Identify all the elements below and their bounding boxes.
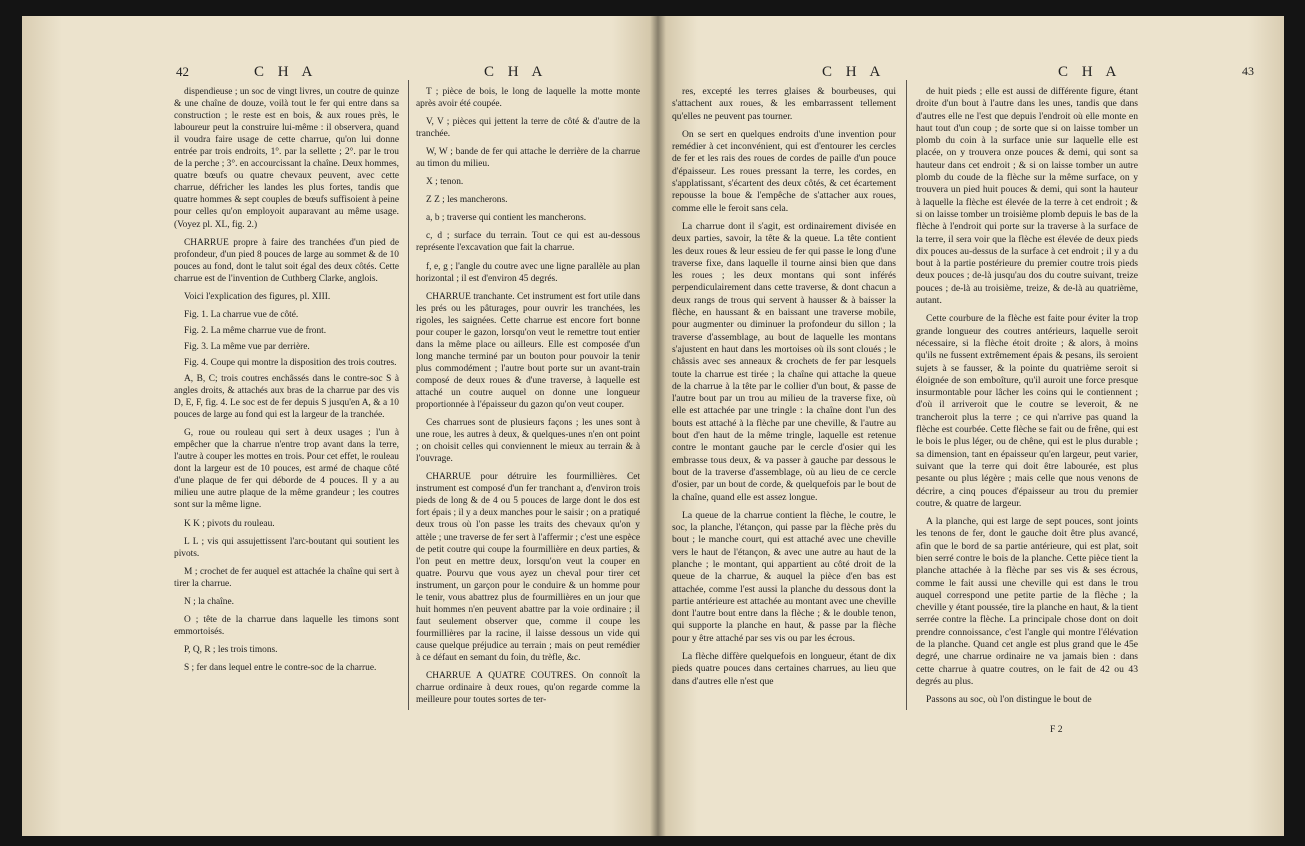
paragraph: Cette courbure de la flèche est faite pour éviter la trop grande longueur des coutres antérieurs, laquelle seroit nécessaire, si la flèche étoit droite ; & alors, à moins qu'ils ne fussent extrêmement épais & pesans, ils seroient sujets à se fausser, & la pointe du quatrième seroit si éloignée de son emboîture, qu'il auroit une force presque insurmontable pour lâcher les coins qui le contiennent ; d'où il arriveroit que le coutre se leveroit, & ne trancheroit plus la terre ; ce qui n'arrive pas quand la flèche est courbée. Cette flèche se fait ou de frêne, qui est le bois le plus léger, ou de chêne, qui est le plus durable ; sa dimension, tant en épaisseur qu'en largeur, peut varier, suivant que la terre qui doit être labourée, est plus pesante ou plus légère ; mais celle que nous venons de décrire, a cinq pouces d'épaisseur au trou du premier coutre, & quatre de largeur. <box>916 313 1138 509</box>
paragraph: On se sert en quelques endroits d'une invention pour remédier à cet inconvénient, qui est d'entourer les cercles de fer et les rais des roues de cordes de paille d'un pouce d'épaisseur. Les roues pressant la terre, les cordes, en s'applatissant, s'écartent des deux côtés, & cet écartement repousse la boue & l'empêche de s'attacher aux roues, comme elle le feroit sans cela. <box>672 128 896 214</box>
paragraph: CHARRUE tranchante. Cet instrument est fort utile dans les prés ou les pâturages, pour ouvrir les tranchées, les rigoles, les saignées. Cette charrue est encore fort bonne pour couper le gazon, lorsqu'on veut le remettre tout entier dans la même place ou ailleurs. Elle est composée d'un long manche terminé par un bouton pour pouvoir la tenir plus commodément ; l'autre bout porte sur un avant-train composé de deux roues & d'une traverse, à laquelle est attaché un coutre auquel on donne une longueur proportionnée à l'épaisseur du gazon qu'on veut couper. <box>416 291 640 411</box>
paragraph: La queue de la charrue contient la flèche, le coutre, le soc, la planche, l'étançon, qui passe par la flèche près du bout ; le manche court, qui est attaché avec une cheville vers le haut de l'étançon, & avec une autre au haut de la planche ; le montant, qui appartient au côté droit de la queue de la charrue, & auquel la pièce d'en bas est attachée, comme l'est aussi la planche du dessous dont la partie antérieure est attachée au montant avec une cheville dont l'autre bout entre dans la flèche ; & le double tenon, qui supporte la planche en haut, & passe par la flèche pour y être attaché par ses vis ou par les écrous. <box>672 509 896 644</box>
paragraph: V, V ; pièces qui jettent la terre de côté & d'autre de la tranchée. <box>416 117 640 140</box>
book-gutter <box>650 16 666 836</box>
left-page-number: 42 <box>176 64 189 79</box>
paragraph: N ; la chaîne. <box>184 596 234 607</box>
paragraph: res, excepté les terres glaises & bourbeuses, qui s'attachent aux roues, & les embarrassent tellement qu'elles ne peuvent pas tourner. <box>672 86 896 122</box>
signature-mark: F 2 <box>1050 724 1063 735</box>
paragraph: Ces charrues sont de plusieurs façons ; les unes sont à une roue, les autres à deux, & quelques-unes n'en ont point ; on choisit celles qui conviennent le mieux au terrain & à l'ouvrage. <box>416 418 640 465</box>
left-page-column-1 <box>174 86 399 680</box>
paragraph: a, b ; traverse qui contient les mancherons. <box>426 213 587 224</box>
right-page-column-2 <box>916 86 1138 713</box>
paragraph: CHARRUE A QUATRE COUTRES. On connoît la charrue ordinaire à deux roues, qu'on regarde comme la meilleure pour toutes sortes de ter- <box>416 671 640 706</box>
paragraph: La flèche diffère quelquefois en longueur, étant de dix pieds quatre pouces dans certaines charrues, au lieu que dans d'autres elle n'est que <box>672 651 896 687</box>
paragraph: dispendieuse ; un soc de vingt livres, un coutre de quinze & une chaîne de douze, voilà tout le fer qui entre dans sa construction ; le reste est en bois, & aux roues près, le laboureur peut la construire lui-même : il observera, quand il voudra faire usage de cette charrue, qu'on lui donne entrée par trois endroits, 1°. par la sellette ; 2°. par le trou de la perche ; 3°. en accourcissant la chaîne. Deux hommes, quatre bœufs ou quatre chevaux peuvent, avec cette charrue, défricher les landes les plus fortes, tandis que quatre hommes & sept couples de bœufs suffisoient à peine pour celles qu'on employoit auparavant au même usage. (Voyez pl. XL, fig. 2.) <box>174 87 399 230</box>
left-page-column-2 <box>416 86 640 712</box>
paragraph: S ; fer dans lequel entre le contre-soc de la charrue. <box>184 662 377 673</box>
left-running-head-1: C H A <box>254 64 318 80</box>
paragraph: A la planche, qui est large de sept pouces, sont joints les tenons de fer, dont le gauche doit être plus avancé, afin que le bord de sa partie antérieure, qui est plat, soit bien serré contre le bois de la planche. Cette pièce tient la planche attachée à la flèche par ses vis & ses écrous, comme le fait aussi une cheville qui est dans le trou auquel correspond une petite partie de la flèche ; la cheville y étant poussée, tire la planche en haut, & la tient serrée contre la flèche. La principale chose dont on doit prendre connoissance, c'est l'angle qui montre l'élévation de la planche. Quand cet angle est plus grand que le 45e degré, une charrue ordinaire ne va jamais bien : dans cette charrue à quatre coutres, on le fait de 42 ou 43 degrés au plus. <box>916 516 1138 687</box>
paragraph: M ; crochet de fer auquel est attachée la chaîne qui sert à tirer la charrue. <box>174 566 399 589</box>
right-page-number: 43 <box>1242 64 1254 78</box>
paragraph: Voici l'explication des figures, pl. XIII. <box>184 291 331 302</box>
paragraph: Z Z ; les mancherons. <box>426 195 508 206</box>
left-page <box>22 16 658 836</box>
paragraph: P, Q, R ; les trois timons. <box>184 644 278 655</box>
paragraph: CHARRUE propre à faire des tranchées d'un pied de profondeur, d'un pied 8 pouces de large au sommet & de 10 pouces au fond, dont le talut soit égal des deux côtés. Cette charrue est de l'invention de Cuthberg Clarke, anglois. <box>174 237 399 284</box>
paragraph: La charrue dont il s'agit, est ordinairement divisée en deux parties, savoir, la tête & la queue. La tête contient les deux roues & leur essieu de fer qui passe le long d'une traverse fixe, dans laquelle il tourne ainsi bien que dans les roues ; les deux montans qui sont inférés perpendiculairement dans cette traverse, & dont chacun a deux rangs de trous qui servent à hausser & à baisser la flèche, en haussant & en baissant une traverse mobile, pour augmenter ou diminuer la profondeur du sillon ; la traverse d'assemblage, au bout de laquelle les montans s'ajustent en haut dans les mortoises où ils sont cloués ; le châssis avec ses anneaux & crochets de fer par lesquels toute la charrue est tirée ; la chaîne qui attache la queue de la charrue à la tête par le collier d'un bout, & passe de l'autre bout par un trou au milieu de la traverse fixe, où elle est attachée par une tringle : la chaîne dont l'un des bouts est attaché à la flèche par une cheville, & l'autre au bout d'en haut de la même tringle, laquelle est retenue contre le montant gauche par le cercle d'osier qui les embrasse tous deux, & va passer à gauche par dessous le bout de la traverse d'assemblage, où au lieu de ce cercle d'osier, par un bout de corde, & quelquefois par le bout de la chaîne, quand elle est assez longue. <box>672 220 896 503</box>
right-page <box>658 16 1284 836</box>
right-column-rule <box>906 80 907 710</box>
paragraph: L L ; vis qui assujettissent l'arc-boutant qui soutient les pivots. <box>174 536 399 559</box>
open-book <box>22 16 1284 836</box>
paragraph: Fig. 1. La charrue vue de côté. <box>184 309 299 320</box>
paragraph: c, d ; surface du terrain. Tout ce qui est au-dessous représente l'excavation que fait la charrue. <box>416 231 640 254</box>
left-running-head-2: C H A <box>484 64 548 80</box>
paragraph: f, e, g ; l'angle du coutre avec une ligne parallèle au plan horizontal ; il est d'environ 45 degrés. <box>416 261 640 284</box>
right-page-column-1 <box>672 86 896 694</box>
paragraph: A, B, C; trois coutres enchâssés dans le contre-soc S à angles droits, & attachés aux bras de la charrue par des vis D, E, F, fig. 4. Le soc est de fer depuis S jusqu'en A, & a 10 pouces de large au fond qui est la largeur de la tranchée. <box>174 373 399 421</box>
paragraph: O ; tête de la charrue dans laquelle les timons sont emmortoisés. <box>174 614 399 637</box>
left-column-rule <box>408 80 409 710</box>
right-running-head-2: C H A <box>1058 64 1122 80</box>
paragraph: X ; tenon. <box>426 177 464 188</box>
right-running-head-1: C H A <box>822 64 886 80</box>
paragraph: Fig. 2. La même charrue vue de front. <box>184 325 327 336</box>
paragraph: G, roue ou rouleau qui sert à deux usages ; l'un à empêcher que la charrue n'entre trop avant dans la terre, l'autre à couper les mottes en trois. Pour cet effet, le rouleau dont la largeur est de 10 pouces, est armé de chaque côté d'une plaque de fer qui déborde de 4 pouces. Il y a au milieu une autre plaque de la même grandeur ; les coutres sont sur la même ligne. <box>174 428 399 511</box>
paragraph: Fig. 3. La même vue par derrière. <box>184 341 310 352</box>
paragraph: Passons au soc, où l'on distingue le bout de <box>926 694 1092 706</box>
paragraph: Fig. 4. Coupe qui montre la disposition des trois coutres. <box>184 357 397 368</box>
paragraph: CHARRUE pour détruire les fourmillières. Cet instrument est composé d'un fer tranchant a, d'environ trois pieds de long & de 4 ou 5 pouces de large dont le dos est fort épais ; il y a deux manches pour le saisir ; on a pratiqué deux trous où l'on passe les traits des chevaux qu'on y attèle ; une traverse de fer sert à l'affermir ; c'est une espèce de petit coutre qui coupe la fourmillière en deux parties, & l'on peut en mettre deux, lorsqu'on veut la couper en quatre. Pourvu que vous ayez un cheval pour tirer cet instrument, un garçon pour le conduire & un homme pour le tenir, vous abattrez plus de fourmillières en un jour que huit hommes n'en peuvent abattre par la voie ordinaire ; il faut seulement observer que, comme il coupe les fourmillières par la racine, il laisse dessous un vide qui cause quelque préjudice au terrain ; mais on peut remédier à ce défaut en semant du foin, du trèfle, &c. <box>416 472 640 663</box>
paragraph: T ; pièce de bois, le long de laquelle la motte monte après avoir été coupée. <box>416 87 640 110</box>
paragraph: de huit pieds ; elle est aussi de différente figure, étant droite d'un bout à l'autre dans les unes, tandis que dans d'autres elle ne l'est que depuis l'endroit où elle monte en haut tout d'un coup ; de sorte que si on laisse tomber un plomb du coin à la surface unie sur laquelle elle est placée, on y trouvera onze pouces & demi, qui sont sa hauteur dans cet endroit ; & si on laisse tomber un autre plomb du coude de la flèche sur la même surface, on y trouvera un pied huit pouces & demi, qui sont la hauteur à laquelle la flèche est élevée de la terre à cet endroit ; & si on laisse tomber un troisième plomb depuis le bas de la flèche à l'endroit qui porte sur la traverse à la surface de la terre, il sera voir que la flèche est élevée de deux pieds dix pouces au-dessus de la surface à cet endroit ; il y a du bout à la partie postérieure du premier coutre trois pieds deux pouces ; de-là jusqu'au dos du coutre suivant, treize pouces ; de-là au troisième, treize, & de-là au quatrième, autant. <box>916 86 1138 307</box>
paragraph: K K ; pivots du rouleau. <box>184 518 275 529</box>
paragraph: W, W ; bande de fer qui attache le derrière de la charrue au timon du milieu. <box>416 147 640 170</box>
